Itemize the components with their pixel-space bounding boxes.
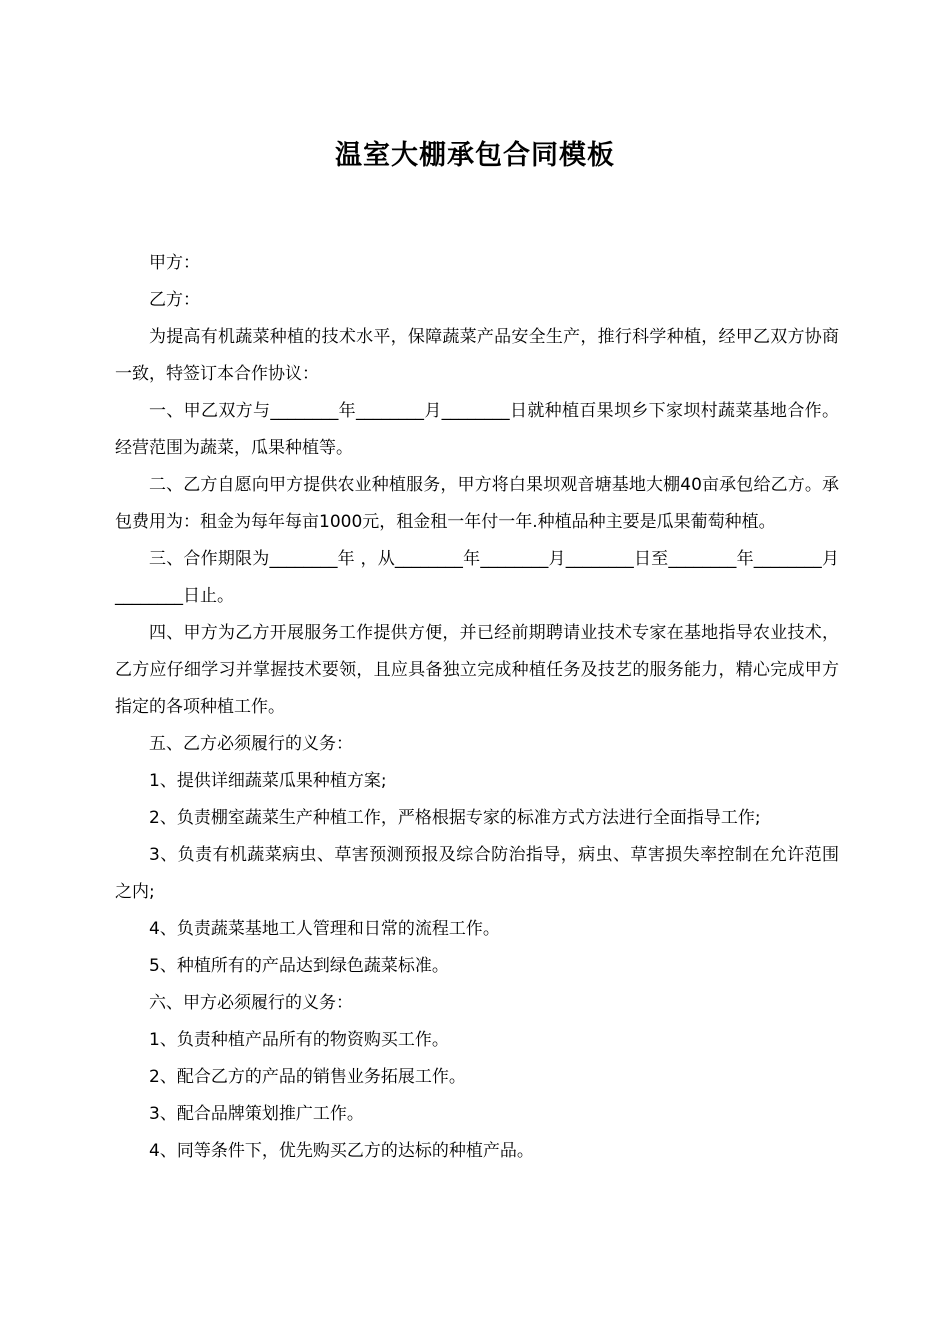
clause-5-item-1: 1、提供详细蔬菜瓜果种植方案; (149, 771, 387, 791)
document-body (115, 245, 839, 1170)
party-b-line: 乙方： (149, 290, 200, 310)
preamble-paragraph: 为提高有机蔬菜种植的技术水平，保障蔬菜产品安全生产，推行科学种植，经甲乙双方协商一致，特签订本合作协议： (115, 327, 839, 384)
clause-2: 二、乙方自愿向甲方提供农业种植服务，甲方将白果坝观音塘基地大棚40亩承包给乙方。承包费用为：租金为每年每亩1000元，租金租一年付一年.种植品种主要是瓜果葡萄种植。 (115, 475, 839, 532)
clause-5-heading: 五、乙方必须履行的义务： (149, 734, 353, 754)
clause-5-item-4: 4、负责蔬菜基地工人管理和日常的流程工作。 (149, 919, 500, 939)
clause-6-item-3: 3、配合品牌策划推广工作。 (149, 1104, 364, 1124)
party-a-line: 甲方： (149, 253, 200, 273)
clause-1: 一、甲乙双方与________年________月________日就种植百果坝乡下家坝村蔬菜基地合作。经营范围为蔬菜，瓜果种植等。 (115, 401, 839, 458)
clause-5-item-2: 2、负责棚室蔬菜生产种植工作，严格根据专家的标准方式方法进行全面指导工作; (149, 808, 761, 828)
clause-5-item-5: 5、种植所有的产品达到绿色蔬菜标准。 (149, 956, 449, 976)
clause-6-item-4: 4、同等条件下，优先购买乙方的达标的种植产品。 (149, 1141, 534, 1161)
document-title: 温室大棚承包合同模板 (335, 140, 615, 171)
clause-5-item-3: 3、负责有机蔬菜病虫、草害预测预报及综合防治指导，病虫、草害损失率控制在允许范围之内; (115, 845, 839, 902)
clause-6-item-1: 1、负责种植产品所有的物资购买工作。 (149, 1030, 449, 1050)
clause-3: 三、合作期限为________年 ，从________年________月________日至________年________月________日止。 (115, 549, 839, 606)
clause-4: 四、甲方为乙方开展服务工作提供方便，并已经前期聘请业技术专家在基地指导农业技术，乙方应仔细学习并掌握技术要领，且应具备独立完成种植任务及技艺的服务能力，精心完成甲方指定的各项种植工作。 (115, 623, 839, 717)
clause-6-item-2: 2、配合乙方的产品的销售业务拓展工作。 (149, 1067, 466, 1087)
clause-6-heading: 六、甲方必须履行的义务： (149, 993, 353, 1013)
